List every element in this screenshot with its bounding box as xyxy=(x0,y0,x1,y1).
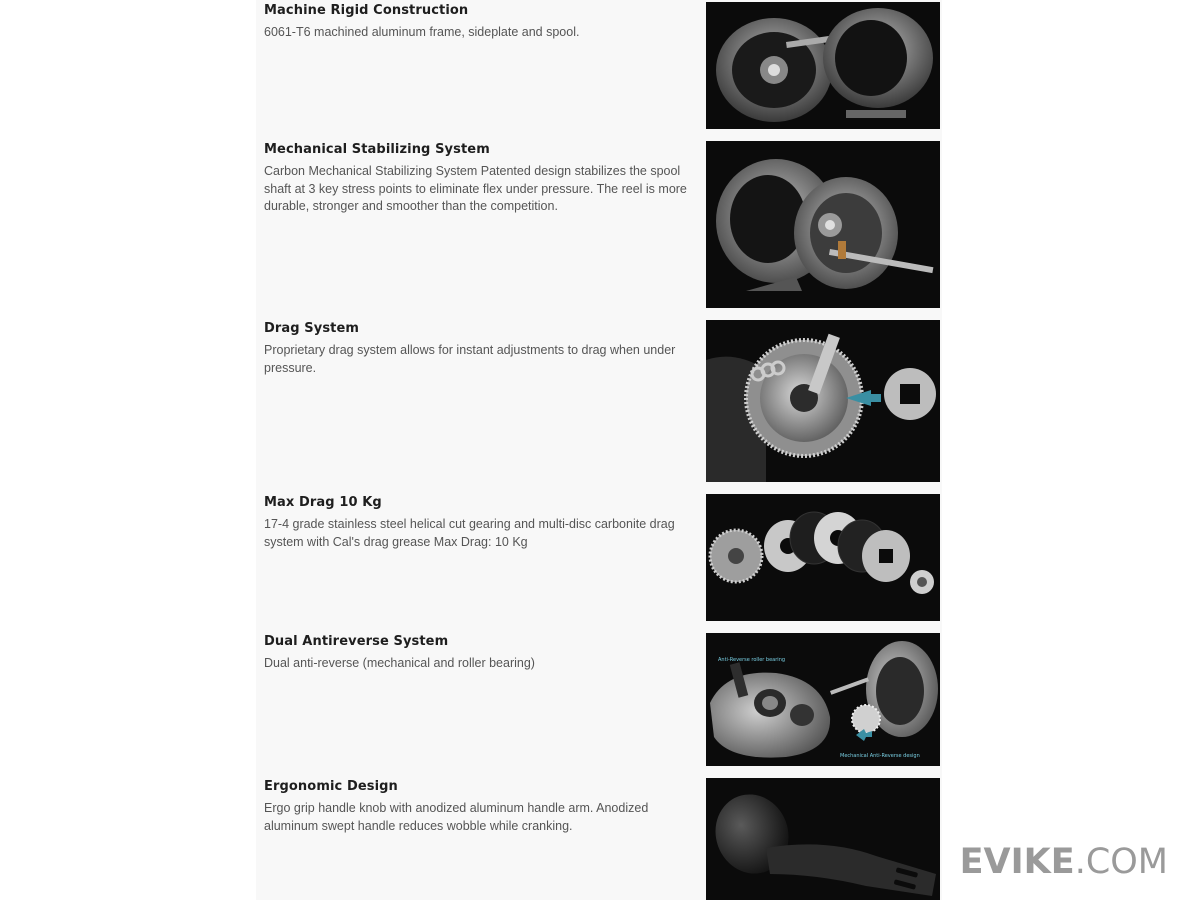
drag-discs-illustration xyxy=(706,494,940,621)
feature-description: Proprietary drag system allows for instant adjustments to drag when under pressure. xyxy=(264,343,676,375)
feature-image-reel-frame xyxy=(706,2,940,129)
drag-gear-illustration xyxy=(706,320,940,482)
watermark-brand: EVIKE xyxy=(959,842,1075,882)
feature-text xyxy=(264,2,694,42)
feature-image-handle xyxy=(706,778,940,900)
feature-text xyxy=(264,320,694,377)
feature-description: 17-4 grade stainless steel helical cut gearing and multi-disc carbonite drag system with Cal's drag grease Max Drag: 10 Kg xyxy=(264,517,675,549)
feature-item-dual-antireverse xyxy=(256,633,942,767)
feature-image-drag-discs xyxy=(706,494,940,621)
feature-text xyxy=(264,778,694,835)
reel-frame-illustration xyxy=(706,2,940,129)
feature-item-rigid-construction xyxy=(256,2,942,130)
image-label-mechanical-antireverse: Mechanical Anti-Reverse design xyxy=(840,753,920,759)
handle-illustration xyxy=(706,778,940,900)
feature-item-max-drag xyxy=(256,494,942,622)
feature-image-antireverse xyxy=(706,633,940,766)
image-label-roller-bearing: Anti-Reverse roller bearing xyxy=(718,657,786,663)
feature-title: Dual Antireverse System xyxy=(264,634,449,649)
feature-text xyxy=(264,141,694,216)
feature-image-stabilizer xyxy=(706,141,940,308)
watermark-domain: .COM xyxy=(1074,842,1168,882)
feature-description: Carbon Mechanical Stabilizing System Patented design stabilizes the spool shaft at 3 key stress points to eliminate flex under pressure. The reel is more durable, stronger and smoother than the competition. xyxy=(264,164,687,213)
feature-text xyxy=(264,494,694,551)
feature-title: Ergonomic Design xyxy=(264,779,398,794)
feature-title: Max Drag 10 Kg xyxy=(264,495,382,510)
stabilizer-illustration xyxy=(706,141,940,308)
feature-item-drag-system xyxy=(256,320,942,483)
feature-item-ergonomic-design xyxy=(256,778,942,900)
feature-title: Machine Rigid Construction xyxy=(264,3,469,18)
feature-title: Drag System xyxy=(264,321,360,336)
evike-watermark-logo xyxy=(960,842,1168,882)
features-panel xyxy=(256,0,942,900)
feature-description: Dual anti-reverse (mechanical and roller bearing) xyxy=(264,656,535,670)
feature-image-drag-gear xyxy=(706,320,940,482)
feature-title: Mechanical Stabilizing System xyxy=(264,142,490,157)
feature-description: 6061-T6 machined aluminum frame, sideplate and spool. xyxy=(264,25,580,39)
feature-text xyxy=(264,633,694,673)
feature-item-stabilizing-system xyxy=(256,141,942,309)
feature-description: Ergo grip handle knob with anodized aluminum handle arm. Anodized aluminum swept handle reduces wobble while cranking. xyxy=(264,801,649,833)
antireverse-illustration xyxy=(706,633,940,766)
